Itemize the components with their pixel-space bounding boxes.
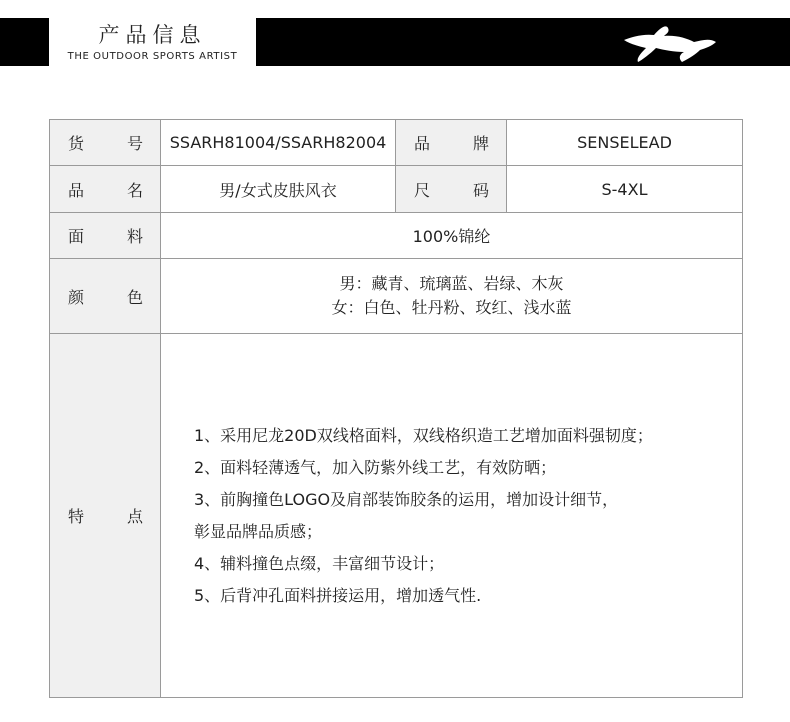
label-brand: 品 牌	[396, 120, 507, 166]
value-brand: SENSELEAD	[507, 120, 743, 166]
product-spec-table	[49, 119, 743, 698]
page-title: 产品信息	[98, 23, 207, 47]
value-item-no: SSARH81004/SSARH82004	[161, 120, 396, 166]
color-line-men: 男：藏青、琉璃蓝、岩绿、木灰	[339, 274, 564, 293]
feature-line: 4、辅料撞色点缀，丰富细节设计；	[194, 553, 445, 573]
label-size: 尺 码	[396, 166, 507, 213]
label-features: 特 点	[50, 334, 161, 698]
label-fabric: 面 料	[50, 213, 161, 259]
label-color: 颜 色	[50, 259, 161, 334]
feature-line: 5、后背冲孔面料拼接运用，增加透气性.	[194, 585, 482, 605]
feature-line: 1、采用尼龙20D双线格面料，双线格织造工艺增加面料强韧度；	[194, 425, 653, 445]
brand-logo-icon	[620, 20, 720, 66]
table-row	[50, 334, 743, 698]
page-subtitle: THE OUTDOOR SPORTS ARTIST	[67, 51, 238, 62]
feature-line: 3、前胸撞色LOGO及肩部装饰胶条的运用，增加设计细节，	[194, 489, 619, 509]
label-name: 品 名	[50, 166, 161, 213]
color-line-women: 女：白色、牡丹粉、玫红、浅水蓝	[331, 298, 572, 317]
value-features	[161, 334, 743, 698]
feature-line: 彰显品牌品质感；	[194, 521, 323, 541]
table-row	[50, 213, 743, 259]
value-color	[161, 259, 743, 334]
table-row	[50, 259, 743, 334]
value-fabric: 100%锦纶	[161, 213, 743, 259]
feature-line: 2、面料轻薄透气，加入防紫外线工艺，有效防晒；	[194, 457, 557, 477]
table-row	[50, 120, 743, 166]
value-size: S-4XL	[507, 166, 743, 213]
table-row	[50, 166, 743, 213]
value-name: 男/女式皮肤风衣	[161, 166, 396, 213]
label-item-no: 货 号	[50, 120, 161, 166]
